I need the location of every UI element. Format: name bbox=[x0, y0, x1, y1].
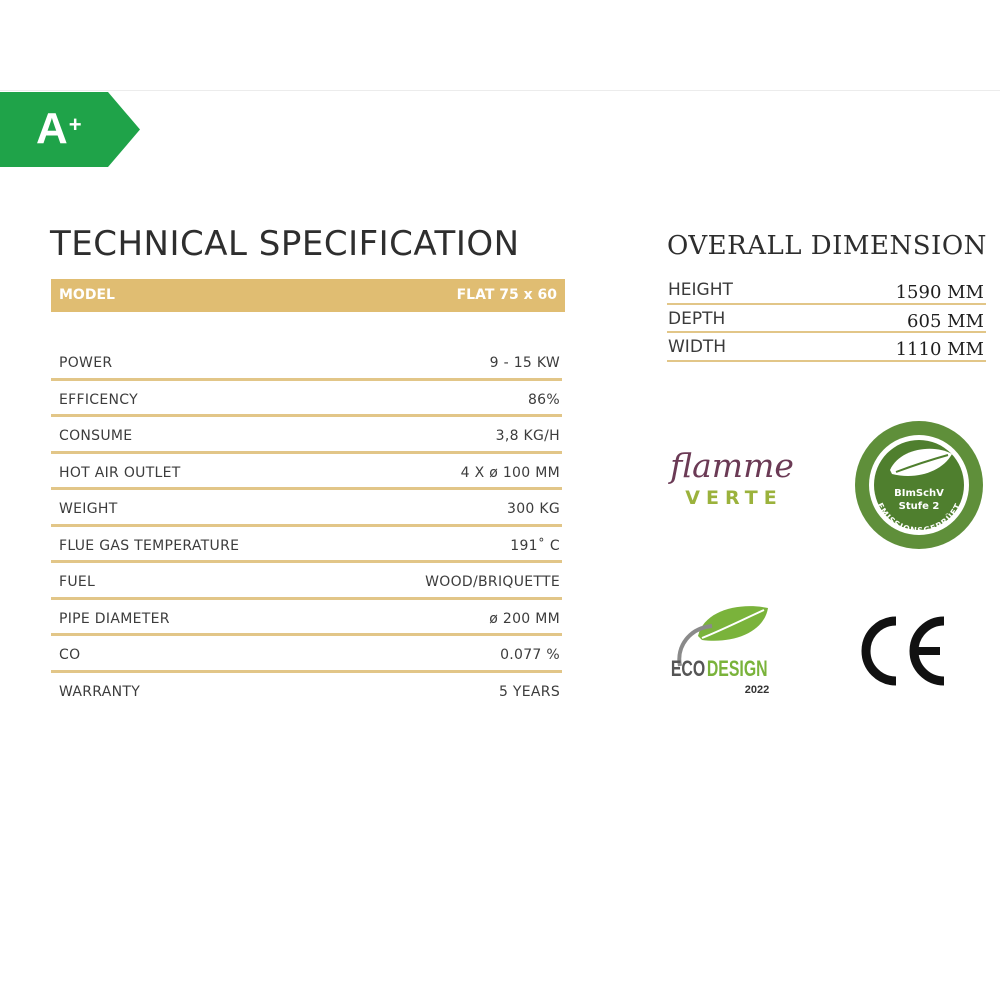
spec-value: 86% bbox=[527, 391, 560, 408]
spec-label: PIPE DIAMETER bbox=[59, 610, 170, 627]
spec-value: 5 YEARS bbox=[498, 683, 560, 700]
spec-row-flue-gas-temperature bbox=[51, 527, 562, 564]
spec-row-warranty bbox=[51, 673, 562, 710]
spec-row-consume bbox=[51, 417, 562, 454]
spec-label: CONSUME bbox=[59, 428, 133, 444]
blmschv-subtitle: Stufe 2 bbox=[898, 501, 940, 512]
spec-label: CO bbox=[59, 647, 81, 663]
top-divider bbox=[0, 90, 1000, 91]
ecodesign-year: 2022 bbox=[744, 684, 770, 696]
dimension-list bbox=[667, 276, 986, 362]
blmschv-emission-seal bbox=[852, 418, 987, 553]
spec-row-weight bbox=[51, 490, 562, 527]
dimension-row-width bbox=[667, 333, 986, 362]
spec-value: ø 200 MM bbox=[489, 610, 560, 627]
ecodesign-word-eco: ECO bbox=[670, 657, 706, 682]
dimension-label: WIDTH bbox=[668, 337, 727, 357]
dimension-label: DEPTH bbox=[668, 308, 726, 329]
spec-row-hot-air-outlet bbox=[51, 454, 562, 491]
blmschv-title: BImSchV bbox=[894, 488, 944, 499]
technical-specification-title: TECHNICAL SPECIFICATION bbox=[50, 224, 520, 264]
spec-label: EFFICENCY bbox=[59, 391, 138, 408]
dimension-row-depth bbox=[667, 305, 986, 334]
spec-row-power bbox=[51, 344, 562, 381]
overall-dimension-title: OVERALL DIMENSION bbox=[667, 231, 987, 261]
dimension-row-height bbox=[667, 276, 986, 305]
model-header-bar bbox=[51, 279, 565, 312]
dimension-label: HEIGHT bbox=[668, 280, 733, 300]
dimension-value: 1110 MM bbox=[895, 339, 984, 360]
spec-value: 4 X ø 100 MM bbox=[460, 464, 560, 481]
dimension-value: 1590 MM bbox=[895, 282, 984, 303]
blmschv-ring-text: EMISSIONSGEPRÜFT bbox=[875, 501, 963, 536]
spec-value: 300 KG bbox=[506, 501, 560, 517]
ecodesign-logo bbox=[668, 596, 784, 700]
energy-class-plus: + bbox=[68, 112, 82, 137]
spec-value: 191˚ C bbox=[510, 537, 560, 554]
energy-class-letter: A bbox=[36, 104, 68, 153]
specification-list bbox=[51, 344, 562, 709]
ecodesign-word-design: DESIGN bbox=[706, 657, 768, 682]
energy-class-label bbox=[36, 104, 82, 154]
spec-row-efficency bbox=[51, 381, 562, 418]
spec-row-co bbox=[51, 636, 562, 673]
flamme-verte-script: flamme bbox=[670, 446, 794, 485]
spec-row-pipe-diameter bbox=[51, 600, 562, 637]
model-value: FLAT 75 x 60 bbox=[456, 287, 557, 303]
spec-label: POWER bbox=[59, 355, 113, 371]
spec-label: WARRANTY bbox=[59, 683, 141, 700]
spec-label: HOT AIR OUTLET bbox=[59, 464, 181, 481]
model-label: MODEL bbox=[59, 287, 115, 303]
spec-value: WOOD/BRIQUETTE bbox=[425, 574, 560, 590]
spec-label: FUEL bbox=[59, 574, 96, 590]
spec-value: 9 - 15 KW bbox=[489, 355, 560, 371]
flamme-verte-caps: VERTE bbox=[685, 487, 783, 509]
ce-mark bbox=[856, 615, 951, 687]
spec-label: FLUE GAS TEMPERATURE bbox=[59, 537, 240, 554]
spec-value: 3,8 KG/H bbox=[495, 428, 560, 444]
flamme-verte-logo bbox=[662, 430, 804, 525]
spec-value: 0.077 % bbox=[500, 647, 560, 663]
dimension-value: 605 MM bbox=[907, 310, 984, 332]
spec-row-fuel bbox=[51, 563, 562, 600]
spec-label: WEIGHT bbox=[59, 501, 118, 517]
